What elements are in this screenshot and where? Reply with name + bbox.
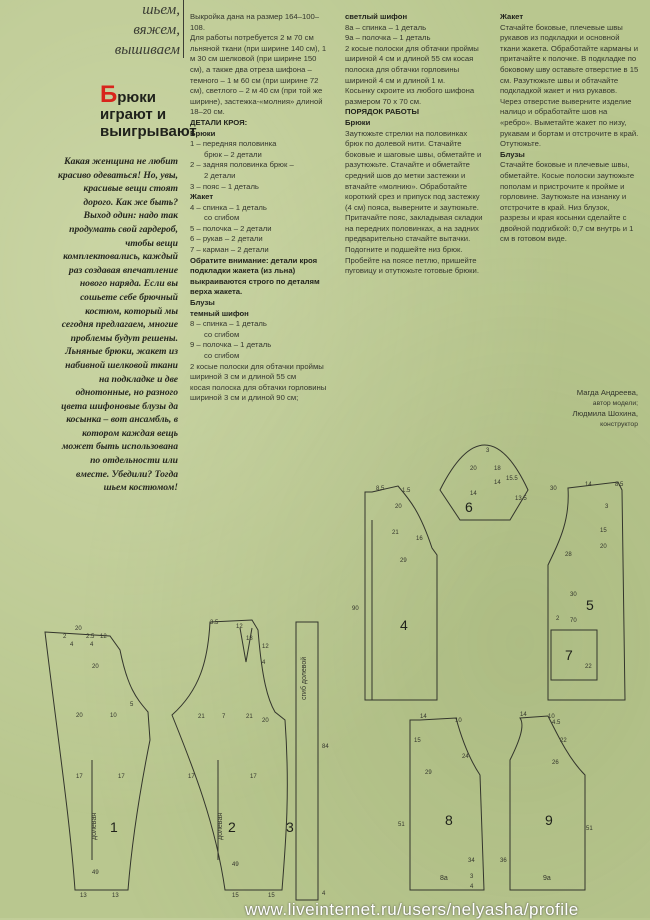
jacket-heading: Жакет — [190, 192, 214, 202]
dimension-label: 12 — [236, 624, 243, 630]
dimension-label: 70 — [570, 618, 577, 624]
dimension-label: 20 — [600, 544, 607, 550]
size-intro: Выкройка дана на размер 164–100–108. — [190, 12, 320, 32]
light-strips: 2 косые полоски для обтачки проймы шириной 4 см и длиной 55 см косая полоска для обтачки горловины шириной 4 см и длиной 1 м. — [345, 43, 479, 85]
piece-number: 4 — [400, 617, 408, 633]
dimension-labels — [63, 448, 624, 899]
dimension-label: 1.5 — [402, 488, 411, 494]
dimension-label: 14 — [494, 480, 501, 486]
dimension-label: 13 — [112, 893, 119, 899]
jacket-order-heading: Жакет — [500, 12, 524, 21]
dimension-label: 13.5 — [515, 496, 527, 502]
dimension-label: 14 — [585, 482, 592, 488]
dimension-label: 20 — [470, 466, 477, 472]
trousers-order-text: Заутюжьте стрелки на половинках брюк по долевой нити. Стачайте боковые и шаговые швы, обметайте и разутюжьте. Стачайте и обметайте средний шов до метки застежки и втачайте «молнию». Обработайте короткий срез и припуск под застежку (4 см) пояса, выверните и заутюжьте. Притачайте пояс, закладывая складки на передних половинках, а на задних предварительно стачайте вытачки. Подогните и подшейте низ брюк. Пробейте на поясе петлю, пришейте пуговицу и отутюжьте готовые брюки. — [345, 128, 483, 276]
dimension-label: 10 — [455, 718, 462, 724]
dimension-label: 4 — [90, 642, 94, 648]
dimension-label: 13 — [80, 893, 87, 899]
header-line: вышиваем — [114, 42, 180, 58]
lining-note: Обратите внимание: детали кроя подкладки жакета (из льна) выкраиваются строго по деталям верха жакета. — [190, 255, 320, 297]
pattern-piece-8-outline — [410, 718, 484, 890]
piece-number: 5 — [586, 597, 594, 613]
dark-collar: косая полоска для обтачки горловины шириной 3 см и длиной 90 см; — [190, 382, 327, 403]
dimension-label: 26 — [552, 760, 559, 766]
dimension-label: 17 — [188, 774, 195, 780]
pattern-piece-1-outline — [45, 632, 150, 890]
dimension-label: 7 — [222, 714, 226, 720]
dimension-label: 20 — [92, 664, 99, 670]
dimension-label: 22 — [585, 664, 592, 670]
blouses-order-text: Стачайте боковые и плечевые швы, обметайте. Косые полоски заутюжьте пополам и пристрочите к пройме и горловине. Заутюжьте на изнанку и отстрочите в край. Низ блузок, разрезы и края косынки сделайте с двойной подгибкой: 0,7 см внутрь и 1 см в готовом виде. — [500, 160, 635, 244]
header-line: шьем, — [142, 2, 180, 18]
dimension-label: 15 — [414, 738, 421, 744]
author-name: Магда Андреева, — [576, 388, 638, 397]
detail-line: 5 – полочка – 2 детали — [190, 223, 272, 233]
pattern-piece-7-outline — [551, 630, 597, 680]
detail-line: со сгибом — [204, 329, 240, 339]
piece-number: 1 — [110, 819, 118, 835]
dimension-label: 24 — [462, 754, 469, 760]
pattern-piece-9-outline — [510, 716, 585, 890]
dimension-label: 3 — [470, 874, 474, 880]
grain-label: долевая — [217, 812, 224, 840]
header-line: вяжем, — [133, 22, 180, 38]
dimension-label: 51 — [398, 822, 405, 828]
dimension-label: 4 — [322, 891, 326, 897]
dimension-label: 49 — [232, 862, 239, 868]
dimension-label: 30 — [570, 592, 577, 598]
dimension-label: 21 — [198, 714, 205, 720]
dimension-label: 29 — [400, 558, 407, 564]
dimension-label: 2 — [556, 616, 560, 622]
dark-chiffon-heading: темный шифон — [190, 308, 249, 318]
pattern-piece-2-dart — [240, 628, 252, 662]
designer-name: Людмила Шохина, — [572, 409, 638, 419]
dimension-label: 21 — [392, 530, 399, 536]
dimension-label: 49 — [92, 870, 99, 876]
sub-label: 8а — [440, 875, 448, 882]
dimension-label: 14 — [520, 712, 527, 718]
detail-line: 8 – спинка – 1 деталь — [190, 319, 267, 329]
dimension-label: 17 — [76, 774, 83, 780]
dimension-label: 20 — [76, 713, 83, 719]
trousers-order-heading: Брюки — [345, 117, 371, 127]
fold-label: сгиб долевой — [301, 656, 308, 700]
dimension-label: 30 — [550, 486, 557, 492]
dimension-label: 20 — [75, 626, 82, 632]
materials-text: Для работы потребуется 2 м 70 см льняной ткани (при ширине 140 см), 1 м 30 см шелковой (при ширине 150 см), а также два отреза шифона – темного – 1 м 60 см (при ширине 72 см), светлого – 2 м 40 см (при той же ширине), застежка-«молния» длиной 18–20 см. — [190, 33, 327, 117]
scarf-note: Косынку скроите из любого шифона размером 70 х 70 см. — [345, 86, 475, 106]
detail-line: 2 детали — [204, 170, 236, 180]
dimension-label: 3 — [605, 504, 609, 510]
dimension-label: 15 — [600, 528, 607, 534]
dimension-label: 4 — [262, 660, 266, 666]
lead-paragraph: Какая женщина не любит красиво одеваться! Но, увы, красивые вещи стоят дорого. Как же быть? Выход один: надо так продумать свой гардероб, чтобы вещи комплектовались, каждый раз создавая впечатление нового наряда. Если вы сошьете себе брючный костюм, который мы сегодня предлагаем, многие проблемы будут решены. Льняные брюки, жакет из набивной шелковой ткани на подкладке и две однотонные, но разного цвета шифоновые блузы да косынка – вот ансамбль, в котором каждая вещь может быть использована по отдельности или вместе. Убедили? Тогда шьем костюмом! — [58, 156, 178, 494]
dimension-label: 8.5 — [615, 482, 624, 488]
detail-line: брюк – 2 детали — [204, 149, 262, 159]
details-heading: ДЕТАЛИ КРОЯ: — [190, 117, 248, 127]
detail-line: 3 – пояс – 1 деталь — [190, 181, 259, 191]
dimension-label: 4 — [470, 884, 474, 890]
piece-number: 9 — [545, 812, 553, 828]
title-line-1: рюки — [117, 89, 156, 106]
piece-number: 7 — [565, 647, 573, 663]
detail-line: со сгибом — [204, 351, 240, 360]
dimension-label: 4.5 — [552, 720, 561, 726]
dark-strips: 2 косые полоски для обтачки проймы шириной 3 см и длиной 55 см — [190, 361, 324, 382]
dimension-label: 34 — [468, 858, 475, 864]
dimension-label: 2.5 — [86, 634, 95, 640]
dimension-label: 20 — [262, 718, 269, 724]
dimension-label: 2 — [63, 634, 67, 640]
dimension-label: 12 — [262, 644, 269, 650]
detail-line: 1 – передняя половинка — [190, 139, 277, 149]
dimension-label: 90 — [352, 606, 359, 612]
detail-line: 4 – спинка – 1 деталь — [190, 202, 267, 212]
dimension-label: 22 — [560, 738, 567, 744]
detail-line: 6 – рукав – 2 детали — [190, 234, 263, 244]
dimension-label: 18 — [246, 636, 253, 642]
dimension-label: 18 — [494, 466, 501, 472]
piece-number: 6 — [465, 499, 473, 515]
pattern-piece-4-outline — [365, 486, 437, 700]
trousers-heading: Брюки — [190, 128, 216, 138]
jacket-order-text: Стачайте боковые, плечевые швы рукавов из подкладки и основной ткани жакета. Обработайте карманы и притачайте к полочке. В подкладке по боковому шву оставьте отверстие в 15 см. Разутюжьте швы и обтачайте подкладкой жакет и низ рукавов. Через отверстие выверните изделие налицо и обработайте шов на «ребро». Выметайте жакет по низу, рукавам и бортам и отстрочите в край. Отутюжьте. — [500, 22, 639, 149]
dimension-label: 8.5 — [376, 486, 385, 492]
piece-number: 8 — [445, 812, 453, 828]
dimension-label: 3 — [486, 448, 490, 454]
detail-line: 9а – полочка – 1 деталь — [345, 33, 431, 43]
dimension-label: 36 — [500, 858, 507, 864]
detail-line: 7 – карман – 2 детали — [190, 245, 269, 255]
dimension-label: 84 — [322, 744, 329, 750]
grain-label: долевая — [91, 812, 98, 840]
title-line-3: выигрывают — [100, 123, 197, 140]
dimension-label: 17 — [118, 774, 125, 780]
detail-line: 2 – задняя половинка брюк – — [190, 160, 294, 170]
piece-number: 2 — [228, 819, 236, 835]
detail-line: со сгибом — [204, 213, 240, 223]
dimension-label: 14 — [470, 491, 477, 497]
pattern-piece-6-outline — [440, 445, 528, 520]
title-line-2: играют и — [100, 106, 167, 123]
dimension-label: 17 — [250, 774, 257, 780]
order-heading: ПОРЯДОК РАБОТЫ — [345, 107, 419, 117]
dimension-label: 5 — [130, 702, 134, 708]
dimension-label: 16 — [416, 536, 423, 542]
dimension-label: 15 — [232, 893, 239, 899]
designer-role: конструктор — [600, 420, 638, 428]
dimension-label: 10 — [110, 713, 117, 719]
dimension-label: 51 — [586, 826, 593, 832]
detail-line: 8а – спинка – 1 деталь — [345, 22, 427, 32]
source-url: www.liveinternet.ru/users/nelyasha/profile — [245, 900, 579, 919]
dimension-label: 28 — [565, 552, 572, 558]
piece-number: 3 — [286, 819, 294, 835]
dimension-label: 29 — [425, 770, 432, 776]
author-role: автор модели; — [592, 399, 638, 407]
detail-line: 9 – полочка – 1 деталь — [190, 340, 272, 350]
dimension-label: 3.5 — [210, 620, 219, 626]
pattern-piece-2-outline — [172, 620, 287, 890]
dimension-label: 10 — [548, 714, 555, 720]
blouses-order-heading: Блузы — [500, 149, 525, 159]
sub-label: 9а — [543, 875, 551, 882]
title-initial: Б — [100, 81, 118, 108]
dimension-label: 4 — [70, 642, 74, 648]
dimension-label: 20 — [395, 504, 402, 510]
dimension-label: 14 — [420, 714, 427, 720]
dimension-label: 21 — [246, 714, 253, 720]
blouses-heading: Блузы — [190, 298, 215, 308]
light-chiffon-heading: светлый шифон — [345, 12, 408, 21]
dimension-label: 15.5 — [506, 476, 518, 482]
dimension-label: 12 — [100, 634, 107, 640]
dimension-label: 15 — [268, 893, 275, 899]
